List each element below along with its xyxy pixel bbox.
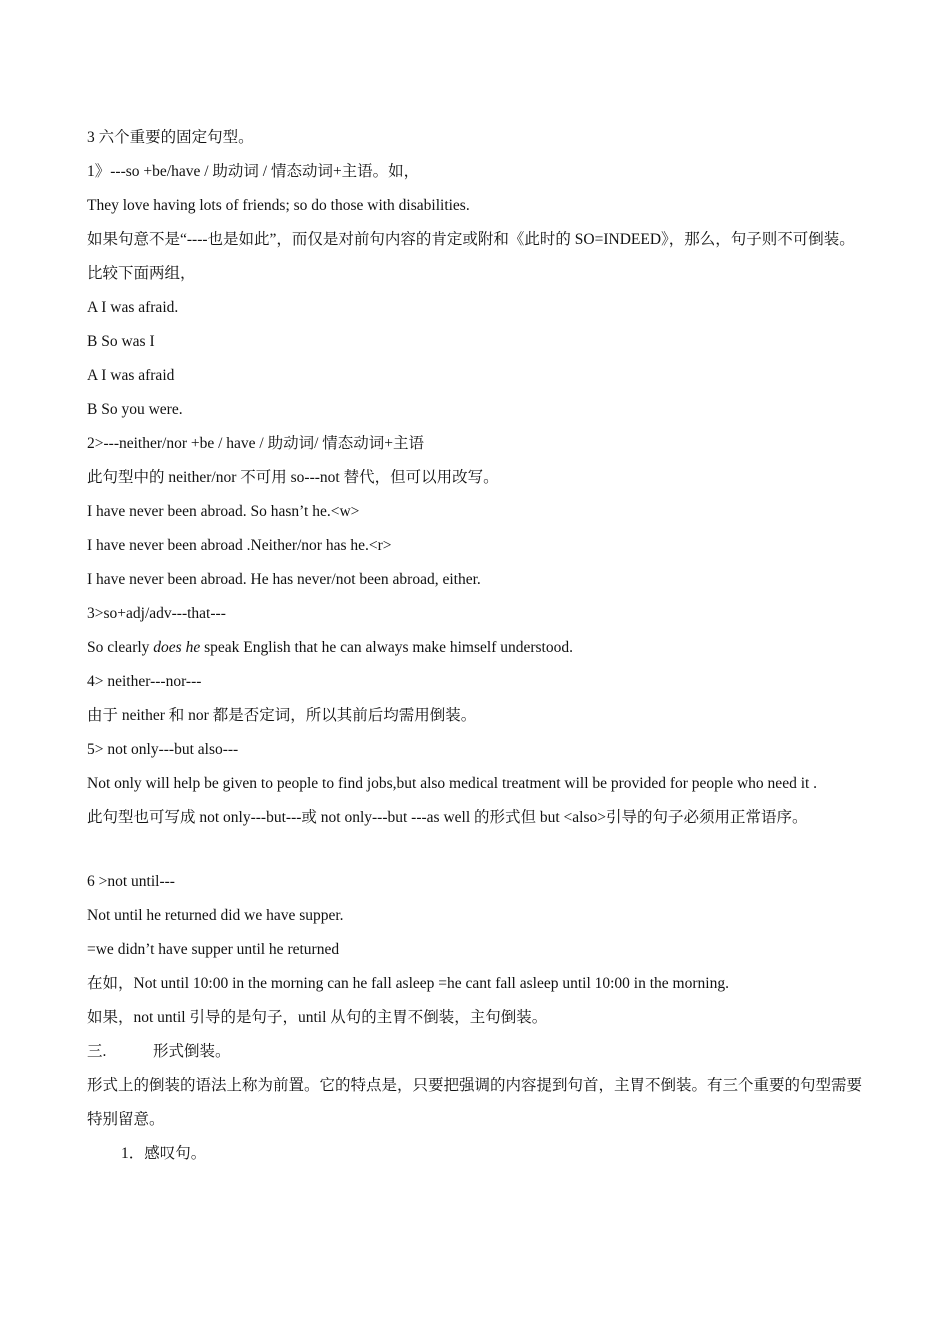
explanation-line: 此句型中的 neither/nor 不可用 so---not 替代，但可以用改写。	[87, 469, 499, 486]
explanation-paragraph: 形式上的倒装的语法上称为前置。它的特点是，只要把强调的内容提到句首，主胃不倒装。有三个重要的句型需要特别留意。	[87, 1077, 863, 1128]
blank-line	[87, 835, 867, 865]
example-sentence-wrong: I have never been abroad. So hasn’t he.<w>	[87, 503, 360, 520]
example-line-b1: B So was I	[87, 333, 155, 350]
example-sentence-time: 在如，Not until 10:00 in the morning can he fall asleep =he cant fall asleep until 10:00 in the morning.	[87, 975, 729, 992]
explanation-line: 此句型也可写成 not only---but---或 not only---but ---as well 的形式但 but <also>引导的句子必须用正常语序。	[87, 809, 808, 826]
section-title: 形式倒装。	[153, 1043, 231, 1060]
pattern-5-heading: 5> not only---but also---	[87, 741, 239, 758]
example-sentence-so-that	[87, 631, 867, 665]
example-line-b2: B So you were.	[87, 401, 183, 418]
example-sentence-not-until: Not until he returned did we have supper.	[87, 907, 344, 924]
example-sentence-equivalent: =we didn’t have supper until he returned	[87, 941, 340, 958]
example-paragraph-not-only: Not only will help be given to people to find jobs,but also medical treatment will be provided for people who need it .	[87, 775, 818, 792]
list-item-exclamatory: 1．感叹句。	[121, 1145, 207, 1162]
pattern-2-heading: 2>---neither/nor +be / have / 助动词/ 情态动词+主语	[87, 435, 425, 452]
text-run: speak English that he can always make himself understood.	[200, 639, 573, 656]
pattern-1-heading: 1》---so +be/have / 助动词 / 情态动词+主语。如，	[87, 163, 420, 180]
explanation-line: 如果，not until 引导的是句子，until 从句的主胃不倒装，主句倒装。	[87, 1009, 548, 1026]
explanation-line: 由于 neither 和 nor 都是否定词，所以其前后均需用倒装。	[87, 707, 477, 724]
document-body	[87, 121, 867, 1171]
section-heading-formal-inversion	[87, 1035, 867, 1069]
italic-text-run: does he	[153, 639, 201, 656]
section-heading-fixed-patterns: 3 六个重要的固定句型。	[87, 129, 254, 146]
pattern-6-heading: 6 >not until---	[87, 873, 175, 890]
text-run: So clearly	[87, 639, 154, 656]
example-sentence: They love having lots of friends; so do those with disabilities.	[87, 197, 470, 214]
example-sentence-rewrite: I have never been abroad. He has never/not been abroad, either.	[87, 571, 481, 588]
example-sentence-right: I have never been abroad .Neither/nor has he.<r>	[87, 537, 392, 554]
explanation-paragraph: 如果句意不是“----也是如此”，而仅是对前句内容的肯定或附和《此时的 SO=INDEED》，那么，句子则不可倒装。比较下面两组，	[87, 231, 855, 282]
pattern-3-heading: 3>so+adj/adv---that---	[87, 605, 226, 622]
pattern-4-heading: 4> neither---nor---	[87, 673, 202, 690]
example-line-a1: A I was afraid.	[87, 299, 179, 316]
section-number: 三.	[87, 1043, 107, 1060]
example-line-a2: A I was afraid	[87, 367, 175, 384]
